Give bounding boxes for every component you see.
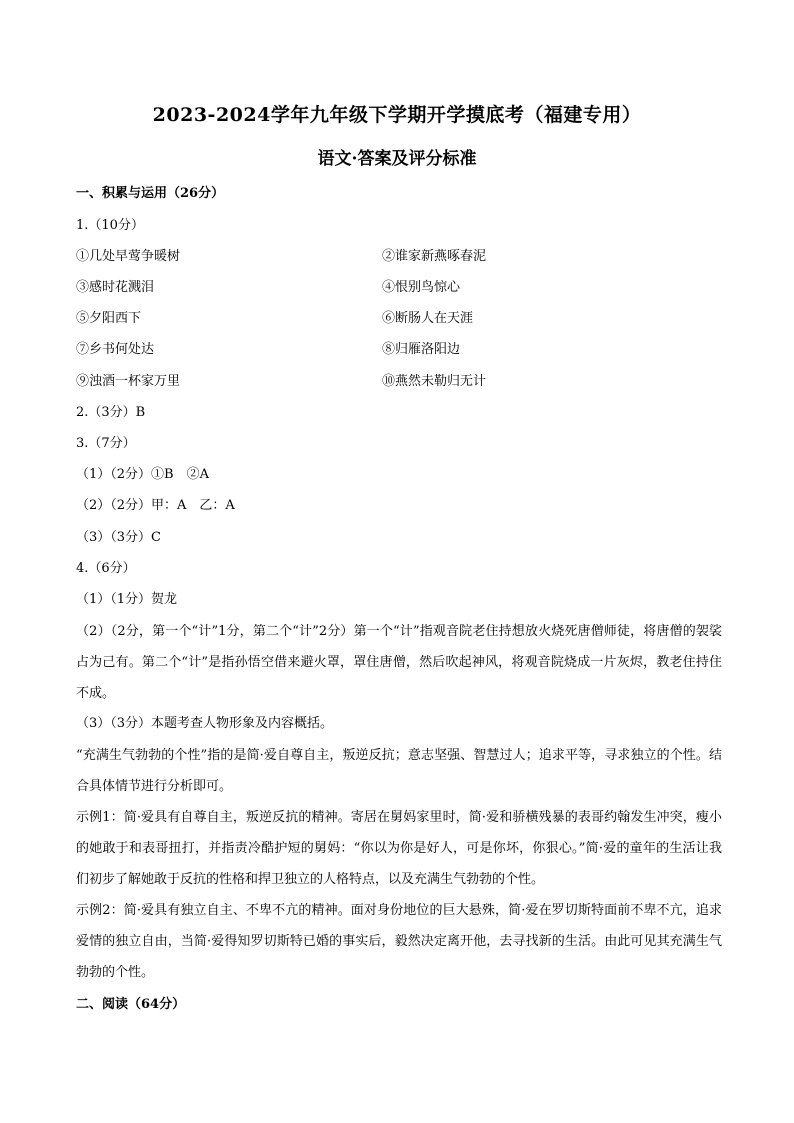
q4-example-1: 示例1：简·爱具有自尊自主，叛逆反抗的精神。寄居在舅妈家里时，简·爱和骄横残暴的表哥约翰发生冲突，瘦小的她敢于和表哥扭打，并指责冷酷护短的舅妈：“你以为你是好人，可是你坏，你狠心。”简·爱的童年的生活让我们初步了解她敢于反抗的性格和捍卫独立的人格特点，以及充满生气勃勃的个性。 xyxy=(76,810,722,887)
q1-answer-3: ③感时花溅泪 xyxy=(76,280,155,295)
q1-answer-2: ②谁家新燕啄春泥 xyxy=(382,249,487,264)
q1-answer-6: ⑥断肠人在天涯 xyxy=(382,311,474,326)
question-2-answer: 2.（3分）B xyxy=(76,405,146,420)
q4-sub-2: （2）（2分，第一个“计”1分，第二个“计”2分）第一个“计”指观音院老住持想放火烧死唐僧师徒，将唐僧的袈裟占为己有。第二个“计”是指孙悟空借来避火罩，罩住唐僧，然后吹起神风，将观音院烧成一片灰烬，教老住持住不成。 xyxy=(76,624,722,701)
q3-sub-3: （3）（3分）C xyxy=(76,530,161,545)
section-heading-1: 一、积累与运用（26分） xyxy=(76,186,225,201)
q1-answer-8: ⑧归雁洛阳边 xyxy=(382,342,461,357)
question-3-label: 3.（7分） xyxy=(76,436,136,451)
q1-answer-7: ⑦乡书何处达 xyxy=(76,342,155,357)
q1-answer-1: ①几处早莺争暖树 xyxy=(76,249,181,264)
page-subtitle: 语文·答案及评分标准 xyxy=(317,149,477,169)
q3-sub-1: （1）（2分）①B ②A xyxy=(76,467,209,482)
q1-answer-5: ⑤夕阳西下 xyxy=(76,311,142,326)
q4-sub-1: （1）（1分）贺龙 xyxy=(76,592,178,607)
q3-sub-2: （2）（2分）甲：A 乙：A xyxy=(76,498,235,513)
q1-answer-9: ⑨浊酒一杯家万里 xyxy=(76,374,181,389)
q4-explanation: “充满生气勃勃的个性”指的是简·爱自尊自主，叛逆反抗；意志坚强、智慧过人；追求平等，寻求独立的个性。结合具体情节进行分析即可。 xyxy=(76,748,722,794)
q4-example-2: 示例2：简·爱具有独立自主、不卑不亢的精神。面对身份地位的巨大悬殊，简·爱在罗切斯特面前不卑不亢，追求爱情的独立自由，当简·爱得知罗切斯特已婚的事实后，毅然决定离开他，去寻找新的生活。由此可见其充满生气勃勃的个性。 xyxy=(76,903,722,980)
q1-answer-4: ④恨别鸟惊心 xyxy=(382,280,461,295)
question-1-label: 1.（10分） xyxy=(76,218,144,233)
page-title: 2023-2024学年九年级下学期开学摸底考（福建专用） xyxy=(152,104,642,126)
question-4-label: 4.（6分） xyxy=(76,561,136,576)
q1-answer-10: ⑩燕然未勒归无计 xyxy=(382,374,487,389)
section-heading-2: 二、阅读（64分） xyxy=(76,997,186,1012)
q4-sub-3: （3）（3分）本题考查人物形象及内容概括。 xyxy=(76,716,334,731)
